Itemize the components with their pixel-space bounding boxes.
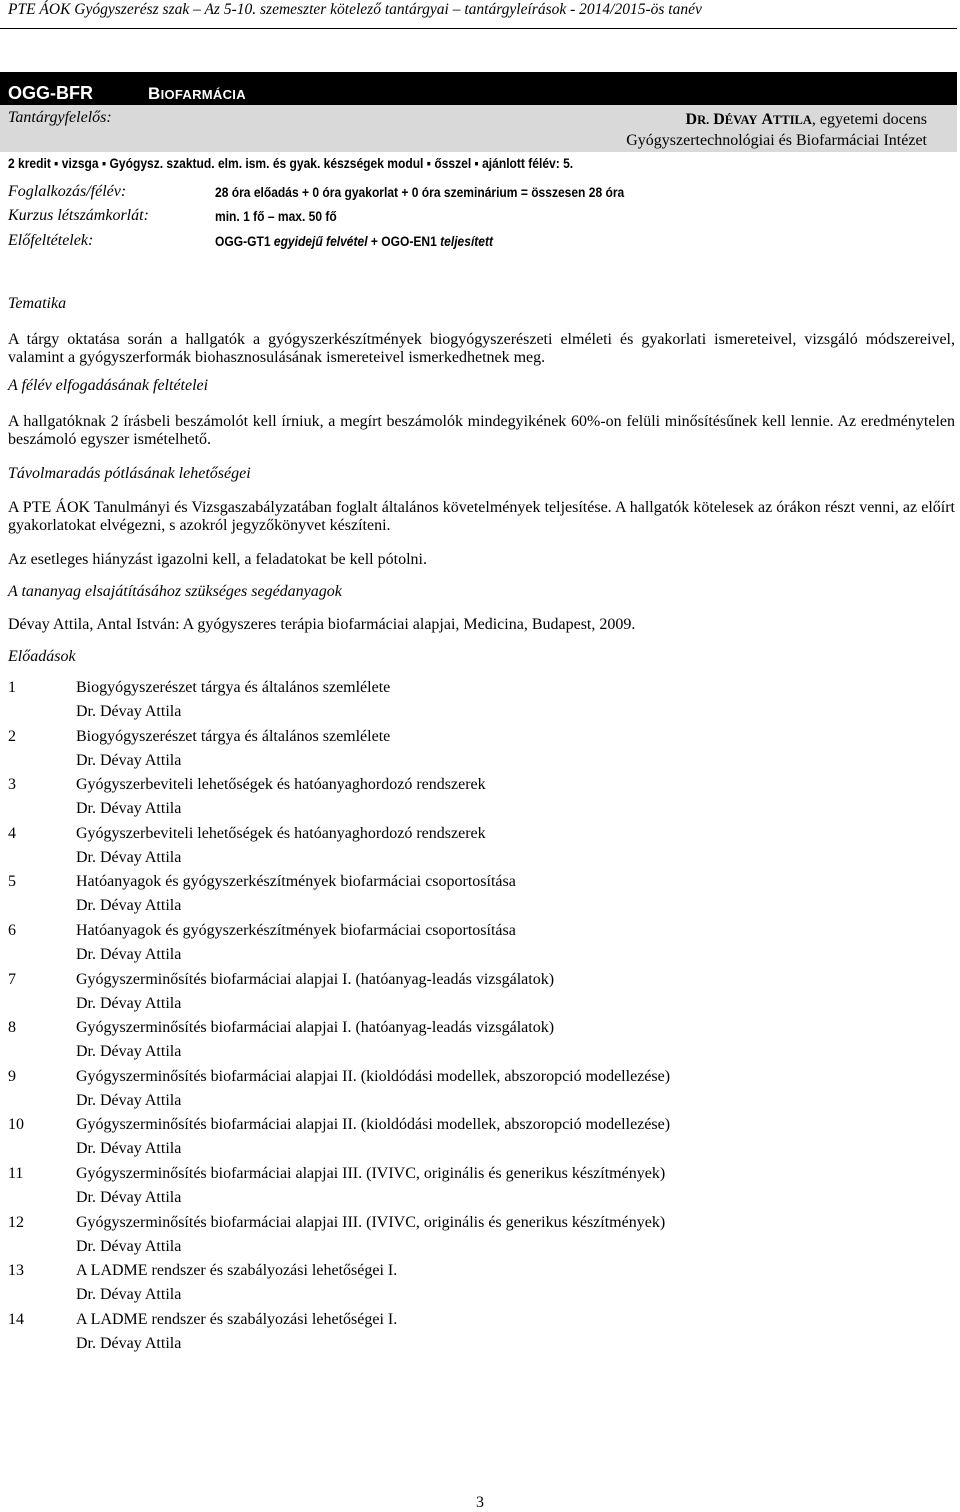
- lecture-lecturer: Dr. Dévay Attila: [76, 1188, 182, 1206]
- prerequisites-value-row: [215, 232, 538, 251]
- lecture-item: [8, 922, 955, 971]
- lecture-title: A LADME rendszer és szabályozási lehetőségei I.: [76, 1262, 398, 1280]
- lecture-item: [8, 825, 955, 874]
- lecture-item: [8, 1068, 955, 1117]
- lecture-number: 9: [8, 1067, 16, 1085]
- lecture-title: Gyógyszerbeviteli lehetőségek és hatóanyaghordozó rendszerek: [76, 776, 486, 794]
- absence-text: A PTE ÁOK Tanulmányi és Vizsgaszabályzatában foglalt általános követelmények teljesítése. A hallgatók kötelesek az órákon részt venni, az előírt gyakorlatokat elvégezni, s azokról jegyzőkönyvet készíteni.: [8, 499, 955, 534]
- lecture-number: 11: [8, 1164, 24, 1182]
- hours-value-row: [215, 183, 691, 202]
- responsible-label: Tantárgyfelelős:: [8, 109, 112, 126]
- prereq-part-emphasis: egyidejű felvétel: [273, 233, 368, 249]
- responsible-institute: Gyógyszertechnológiai és Biofarmáciai Intézet: [626, 132, 927, 149]
- prereq-part-emphasis: teljesített: [440, 233, 494, 249]
- lecture-lecturer: Dr. Dévay Attila: [76, 703, 182, 720]
- lecture-lecturer: Dr. Dévay Attila: [76, 1140, 182, 1158]
- lecture-lecturer: Dr. Dévay Attila: [76, 800, 182, 818]
- lecture-lecturer: Dr. Dévay Attila: [76, 1334, 182, 1352]
- lecture-number: 8: [8, 1019, 16, 1037]
- course-title: BIOFARMÁCIA: [148, 84, 246, 103]
- prereq-part: OGG-GT1: [215, 233, 274, 249]
- lecture-item: [8, 873, 955, 922]
- lecture-lecturer: Dr. Dévay Attila: [76, 1043, 182, 1061]
- page-number: 3: [476, 1494, 484, 1511]
- course-code: OGG-BFR: [8, 83, 93, 103]
- lecture-title: Gyógyszerminősítés biofarmáciai alapjai I. (hatóanyag-leadás vizsgálatok): [76, 970, 555, 988]
- lecture-item: [8, 1019, 955, 1068]
- lecture-item: [8, 971, 955, 1020]
- materials-text: Dévay Attila, Antal István: A gyógyszeres terápia biofarmáciai alapjai, Medicina, Budapest, 2009.: [8, 616, 636, 633]
- tematika-text: A tárgy oktatása során a hallgatók a gyógyszerkészítmények biogyógyszerészeti elméleti és gyakorlati ismereteivel, vizsgáló módszereivel, valamint a gyógyszerformák biohasznosulásának ismereteivel ismerkedhetnek meg.: [8, 331, 955, 366]
- absence-text: Az esetleges hiányzást igazolni kell, a feladatokat be kell pótolni.: [8, 551, 427, 568]
- lecture-item: [8, 1214, 955, 1263]
- lecture-number: 2: [8, 727, 16, 745]
- lecture-lecturer: Dr. Dévay Attila: [76, 1237, 182, 1255]
- lecture-number: 12: [8, 1213, 24, 1231]
- lecture-item: [8, 728, 955, 777]
- lecture-number: 4: [8, 824, 16, 842]
- capacity-value: min. 1 fő – max. 50 fő: [215, 208, 337, 224]
- lecture-number: 10: [8, 1116, 24, 1134]
- running-header: PTE ÁOK Gyógyszerész szak – Az 5-10. szemeszter kötelező tantárgyai – tantárgyleírások - 2014/2015-ös tanév: [0, 0, 957, 29]
- lecture-item: [8, 1165, 955, 1214]
- lecture-number: 13: [8, 1262, 24, 1280]
- lecture-title: Biogyógyszerészet tárgya és általános szemlélete: [76, 679, 391, 696]
- prereq-part: + OGO-EN1: [367, 233, 441, 249]
- course-summary-row: [8, 154, 665, 173]
- section-heading-absence: Távolmaradás pótlásának lehetőségei: [8, 465, 251, 482]
- lecture-list: [8, 679, 955, 1359]
- section-heading-acceptance: A félév elfogadásának feltételei: [8, 377, 209, 394]
- lecture-lecturer: Dr. Dévay Attila: [76, 1091, 182, 1109]
- section-heading-materials: A tananyag elsajátításához szükséges segédanyagok: [8, 583, 342, 600]
- lecture-title: Gyógyszerminősítés biofarmáciai alapjai I. (hatóanyag-leadás vizsgálatok): [76, 1019, 555, 1037]
- acceptance-text: A hallgatóknak 2 írásbeli beszámolót kell írniuk, a megírt beszámolók mindegyikének 60%-on felüli minősítésűnek kell lennie. Az eredménytelen beszámoló egyszer ismételhető.: [8, 413, 955, 448]
- lecture-number: 14: [8, 1310, 24, 1328]
- section-heading-tematika: Tematika: [8, 295, 67, 312]
- lecture-item: [8, 1116, 955, 1165]
- course-title-bar: [0, 72, 957, 105]
- lecture-title: Hatóanyagok és gyógyszerkészítmények biofarmáciai csoportosítása: [76, 873, 516, 891]
- lecture-title: Gyógyszerminősítés biofarmáciai alapjai II. (kioldódási modellek, abszoropció modellezése): [76, 1116, 671, 1134]
- responsible-name-word: DÉVAY: [713, 111, 758, 128]
- course-summary: 2 kredit ▪ vizsga ▪ Gyógysz. szaktud. elm. ism. és gyak. készségek modul ▪ ősszel ▪ ajánlott félév: 5.: [8, 155, 574, 171]
- lecture-number: 6: [8, 921, 16, 939]
- lecture-lecturer: Dr. Dévay Attila: [76, 848, 182, 866]
- lecture-item: [8, 1311, 955, 1360]
- lecture-title: Gyógyszerbeviteli lehetőségek és hatóanyaghordozó rendszerek: [76, 824, 486, 842]
- lecture-lecturer: Dr. Dévay Attila: [76, 945, 182, 963]
- lecture-number: 3: [8, 776, 16, 794]
- hours-label: Foglalkozás/félév:: [8, 183, 127, 200]
- capacity-value-row: [215, 207, 357, 226]
- lecture-title: Gyógyszerminősítés biofarmáciai alapjai III. (IVIVC, originális és generikus készítmények): [76, 1213, 666, 1231]
- lecture-lecturer: Dr. Dévay Attila: [76, 897, 182, 915]
- capacity-label: Kurzus létszámkorlát:: [8, 207, 149, 224]
- responsible-name-line: [686, 111, 928, 129]
- responsible-name-word: ATTILA: [761, 111, 812, 128]
- lecture-lecturer: Dr. Dévay Attila: [76, 751, 182, 769]
- lecture-item: [8, 679, 955, 728]
- lecture-title: Hatóanyagok és gyógyszerkészítmények biofarmáciai csoportosítása: [76, 921, 516, 939]
- prerequisites-label: Előfeltételek:: [8, 232, 94, 249]
- lecture-lecturer: Dr. Dévay Attila: [76, 1286, 182, 1304]
- responsible-position: , egyetemi docens: [811, 111, 927, 128]
- lecture-item: [8, 1262, 955, 1311]
- lecture-lecturer: Dr. Dévay Attila: [76, 994, 182, 1012]
- section-heading-lectures: Előadások: [8, 648, 76, 665]
- responsible-name-word: DR.: [685, 111, 710, 128]
- prerequisites-value: [215, 232, 493, 250]
- lecture-item: [8, 776, 955, 825]
- lecture-title: A LADME rendszer és szabályozási lehetőségei I.: [76, 1310, 398, 1328]
- lecture-title: Gyógyszerminősítés biofarmáciai alapjai III. (IVIVC, originális és generikus készítmények): [76, 1164, 666, 1182]
- lecture-title: Biogyógyszerészet tárgya és általános szemlélete: [76, 727, 391, 745]
- lecture-number: 1: [8, 679, 16, 696]
- lecture-number: 5: [8, 873, 16, 891]
- lecture-title: Gyógyszerminősítés biofarmáciai alapjai II. (kioldódási modellek, abszoropció modellezése): [76, 1067, 671, 1085]
- hours-value: 28 óra előadás + 0 óra gyakorlat + 0 óra szeminárium = összesen 28 óra: [215, 184, 625, 200]
- lecture-number: 7: [8, 970, 16, 988]
